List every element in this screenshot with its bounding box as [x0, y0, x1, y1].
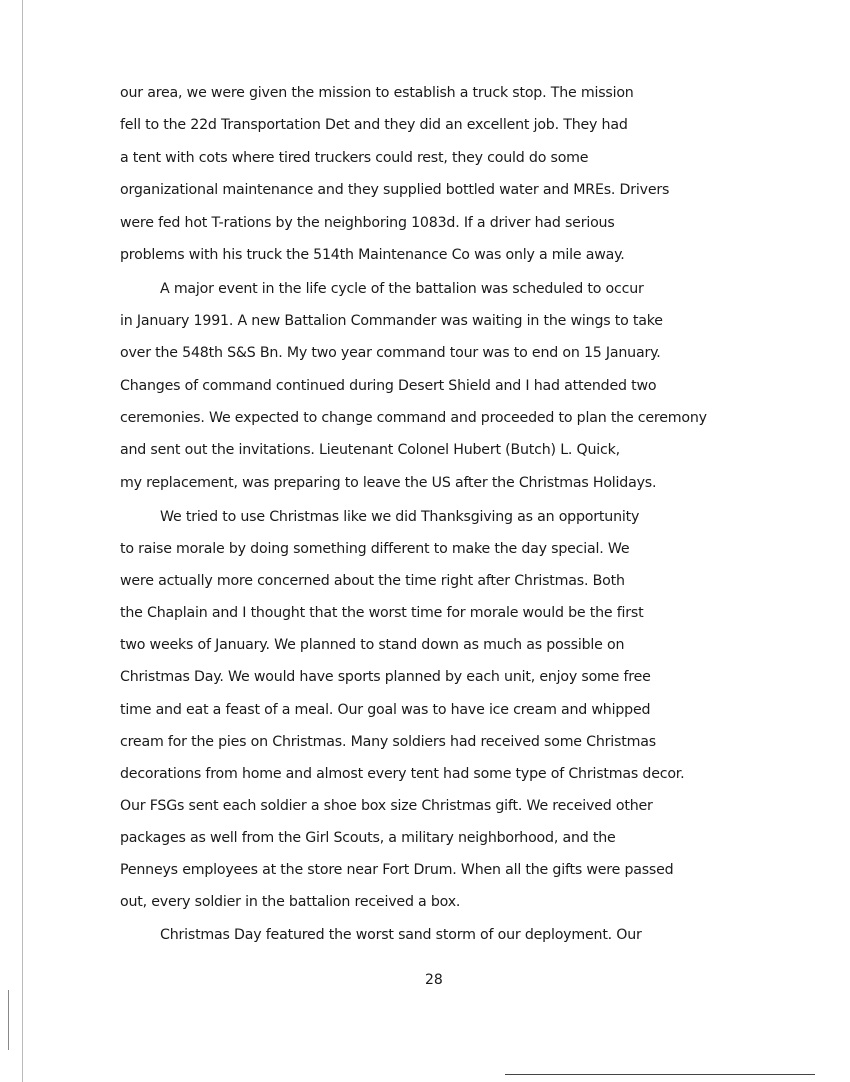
text-line: were fed hot T-rations by the neighboring 1083d. If a driver had serious	[120, 215, 615, 231]
paragraph-start: We tried to use Christmas like we did Thanksgiving as an opportunity	[160, 509, 640, 525]
scan-edge-line	[22, 0, 23, 1082]
text-line: fell to the 22d Transportation Det and they did an excellent job. They had	[120, 117, 628, 133]
text-line: our area, we were given the mission to establish a truck stop. The mission	[120, 85, 634, 101]
scan-edge-mark	[8, 990, 9, 1050]
text-line: ceremonies. We expected to change command and proceeded to plan the ceremony	[120, 410, 707, 426]
text-line: packages as well from the Girl Scouts, a military neighborhood, and the	[120, 830, 616, 846]
page-number: 28	[425, 972, 443, 988]
text-line: out, every soldier in the battalion received a box.	[120, 894, 461, 910]
bottom-rule	[505, 1074, 815, 1075]
paragraph-start: A major event in the life cycle of the battalion was scheduled to occur	[160, 281, 644, 297]
text-line: were actually more concerned about the time right after Christmas. Both	[120, 573, 625, 589]
text-line: the Chaplain and I thought that the worst time for morale would be the first	[120, 605, 644, 621]
text-line: in January 1991. A new Battalion Commander was waiting in the wings to take	[120, 313, 663, 329]
text-line: cream for the pies on Christmas. Many soldiers had received some Christmas	[120, 734, 656, 750]
paragraph-start: Christmas Day featured the worst sand storm of our deployment. Our	[160, 927, 642, 943]
text-line: Our FSGs sent each soldier a shoe box size Christmas gift. We received other	[120, 798, 653, 814]
text-line: Changes of command continued during Desert Shield and I had attended two	[120, 378, 657, 394]
text-line: over the 548th S&S Bn. My two year command tour was to end on 15 January.	[120, 345, 661, 361]
text-line: a tent with cots where tired truckers could rest, they could do some	[120, 150, 589, 166]
text-line: problems with his truck the 514th Maintenance Co was only a mile away.	[120, 247, 625, 263]
text-line: Christmas Day. We would have sports planned by each unit, enjoy some free	[120, 669, 651, 685]
text-line: my replacement, was preparing to leave the US after the Christmas Holidays.	[120, 475, 657, 491]
text-line: Penneys employees at the store near Fort Drum. When all the gifts were passed	[120, 862, 674, 878]
text-line: to raise morale by doing something different to make the day special. We	[120, 541, 630, 557]
text-line: and sent out the invitations. Lieutenant Colonel Hubert (Butch) L. Quick,	[120, 442, 620, 458]
text-line: decorations from home and almost every tent had some type of Christmas decor.	[120, 766, 685, 782]
text-line: organizational maintenance and they supplied bottled water and MREs. Drivers	[120, 182, 670, 198]
text-line: time and eat a feast of a meal. Our goal was to have ice cream and whipped	[120, 702, 651, 718]
text-line: two weeks of January. We planned to stand down as much as possible on	[120, 637, 625, 653]
